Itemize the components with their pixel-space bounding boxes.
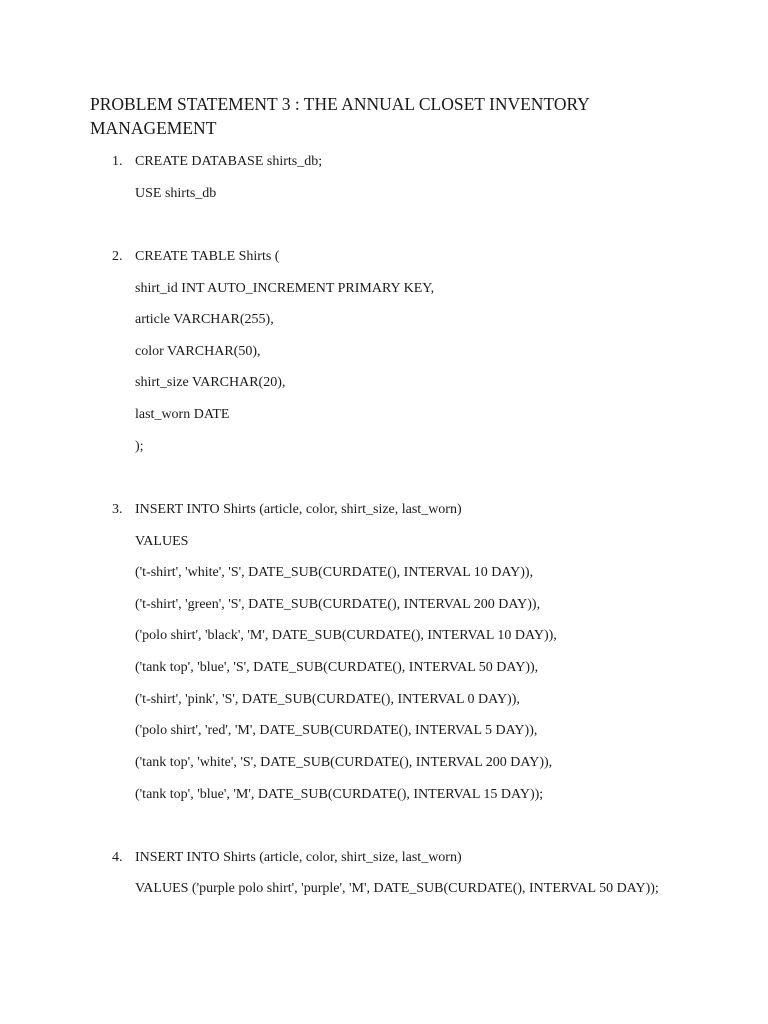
item-3-line-4: ('t-shirt', 'green', 'S', DATE_SUB(CURDATE(), INTERVAL 200 DAY)),: [135, 597, 541, 612]
item-2-number: 2.: [112, 249, 123, 264]
item-4-line-1: INSERT INTO Shirts (article, color, shirt_size, last_worn): [135, 850, 462, 865]
item-3-line-7: ('t-shirt', 'pink', 'S', DATE_SUB(CURDATE(), INTERVAL 0 DAY)),: [135, 692, 520, 707]
item-2-line-3: article VARCHAR(255),: [135, 312, 274, 327]
item-3-line-2: VALUES: [135, 534, 189, 549]
item-3-line-10: ('tank top', 'blue', 'M', DATE_SUB(CURDATE(), INTERVAL 15 DAY));: [135, 787, 544, 802]
item-1-line-1: CREATE DATABASE shirts_db;: [135, 154, 323, 169]
item-2-line-2: shirt_id INT AUTO_INCREMENT PRIMARY KEY,: [135, 281, 435, 296]
item-3-number: 3.: [112, 502, 123, 517]
item-2-line-4: color VARCHAR(50),: [135, 344, 261, 359]
item-3-line-6: ('tank top', 'blue', 'S', DATE_SUB(CURDATE(), INTERVAL 50 DAY)),: [135, 660, 539, 675]
item-4-number: 4.: [112, 850, 123, 865]
item-1-line-2: USE shirts_db: [135, 186, 217, 201]
item-4-line-2: VALUES ('purple polo shirt', 'purple', 'M', DATE_SUB(CURDATE(), INTERVAL 50 DAY));: [135, 881, 659, 896]
item-3-line-5: ('polo shirt', 'black', 'M', DATE_SUB(CURDATE(), INTERVAL 10 DAY)),: [135, 628, 557, 643]
item-2-line-6: last_worn DATE: [135, 407, 230, 422]
document-title: PROBLEM STATEMENT 3 : THE ANNUAL CLOSET INVENTORY MANAGEMENT: [90, 94, 590, 138]
item-1-number: 1.: [112, 154, 123, 169]
item-2-line-7: );: [135, 439, 144, 454]
item-3-line-1: INSERT INTO Shirts (article, color, shirt_size, last_worn): [135, 502, 462, 517]
item-3-line-9: ('tank top', 'white', 'S', DATE_SUB(CURDATE(), INTERVAL 200 DAY)),: [135, 755, 553, 770]
item-3-line-8: ('polo shirt', 'red', 'M', DATE_SUB(CURDATE(), INTERVAL 5 DAY)),: [135, 723, 538, 738]
item-2-line-1: CREATE TABLE Shirts (: [135, 249, 280, 264]
item-2-line-5: shirt_size VARCHAR(20),: [135, 375, 286, 390]
item-3-line-3: ('t-shirt', 'white', 'S', DATE_SUB(CURDATE(), INTERVAL 10 DAY)),: [135, 565, 534, 580]
